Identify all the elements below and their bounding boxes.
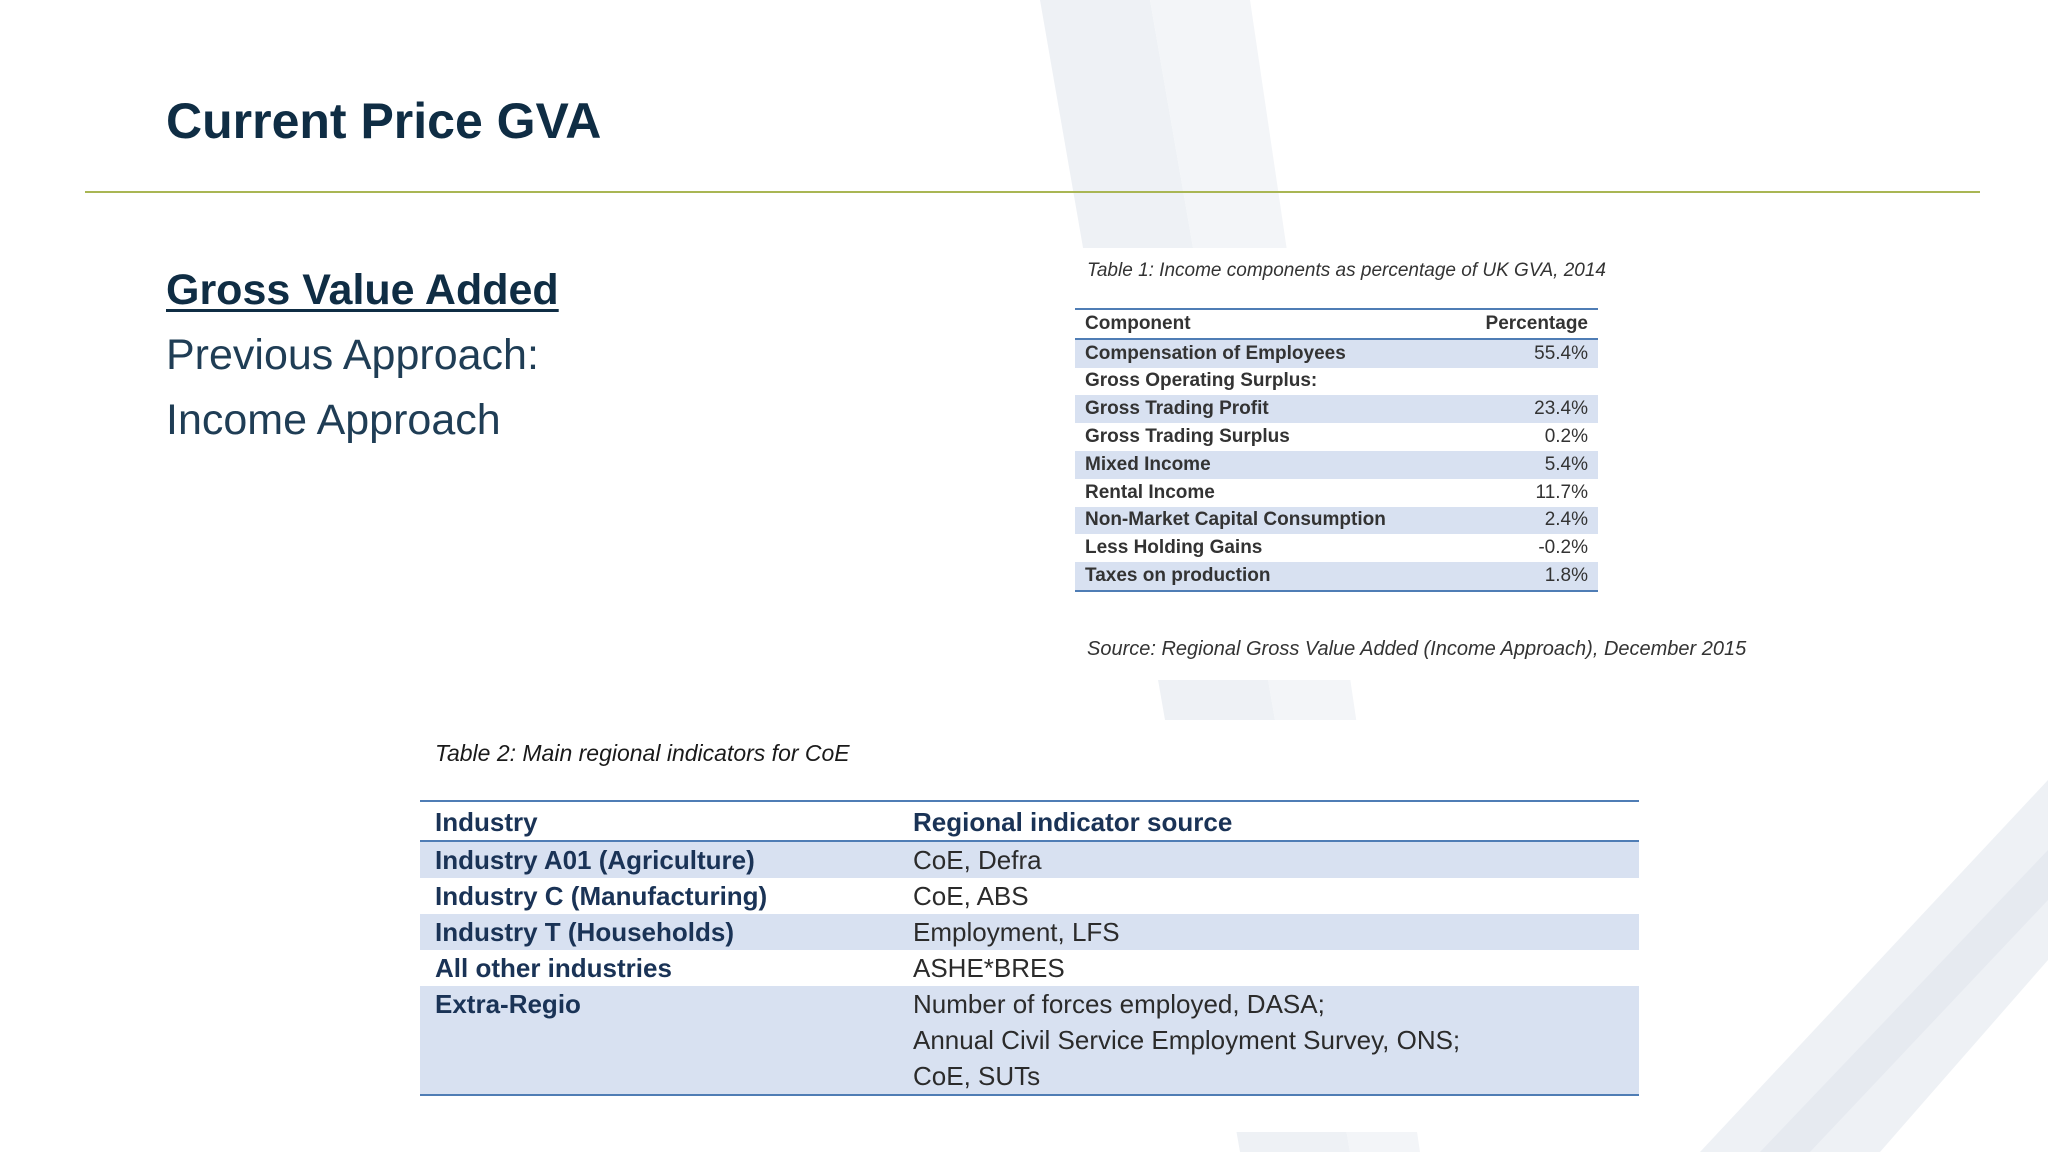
- table-row: [1075, 423, 1598, 451]
- table-row: [420, 914, 1639, 950]
- table2-header-row: [420, 801, 1639, 841]
- table2-cell-source: [898, 986, 1639, 1095]
- table1-cell-percentage: 11.7%: [1535, 481, 1588, 503]
- table1-cell-component: Gross Trading Surplus: [1085, 426, 1290, 448]
- table-row: [420, 986, 1639, 1095]
- source-line: CoE, Defra: [913, 845, 1042, 875]
- table1-cell-component: Non-Market Capital Consumption: [1075, 507, 1454, 535]
- table1-panel: [1060, 248, 1793, 680]
- table-row: [1075, 451, 1598, 479]
- table1-cell-component: Taxes on production: [1075, 562, 1454, 591]
- table1: [1075, 308, 1598, 592]
- table1-header-percentage: Percentage: [1454, 309, 1598, 339]
- table1-cell-percentage: 55.4%: [1454, 339, 1598, 368]
- table2-cell-industry: All other industries: [435, 953, 672, 983]
- table2-header-source: Regional indicator source: [898, 801, 1639, 841]
- table-row: [1075, 339, 1598, 368]
- table1-cell-percentage: 23.4%: [1454, 395, 1598, 423]
- table2-cell-source: [898, 914, 1639, 950]
- table2-cell-industry: Extra-Regio: [420, 986, 898, 1095]
- table2-panel: [410, 720, 1670, 1132]
- table2-cell-source: [898, 841, 1639, 878]
- source-line: ASHE*BRES: [913, 953, 1065, 983]
- table1-cell-component: Gross Operating Surplus:: [1085, 370, 1318, 392]
- body-line-previous-approach: Previous Approach:: [166, 331, 539, 379]
- table-row: [1075, 507, 1598, 535]
- table1-header-row: [1075, 309, 1598, 339]
- table2-cell-source: [898, 950, 1639, 986]
- table1-cell-component: Gross Trading Profit: [1075, 395, 1454, 423]
- table1-cell-percentage: 1.8%: [1454, 562, 1598, 591]
- table1-header-component: Component: [1075, 309, 1454, 339]
- source-line: Number of forces employed, DASA;: [913, 989, 1325, 1019]
- table2-cell-industry: Industry C (Manufacturing): [435, 881, 768, 911]
- table2: [420, 800, 1639, 1096]
- table-row: [1075, 368, 1598, 396]
- table2-cell-industry: Industry T (Households): [420, 914, 898, 950]
- table2-cell-source: [898, 878, 1639, 914]
- table1-cell-component: Less Holding Gains: [1085, 537, 1263, 559]
- table-row: [420, 878, 1639, 914]
- table1-cell-component: Compensation of Employees: [1075, 339, 1454, 368]
- table1-cell-percentage: -0.2%: [1538, 537, 1588, 559]
- table-row: [1075, 479, 1598, 507]
- table1-cell-percentage: 5.4%: [1454, 451, 1598, 479]
- source-line: Annual Civil Service Employment Survey, ONS;: [913, 1025, 1461, 1055]
- table1-caption: Table 1: Income components as percentage of UK GVA, 2014: [1087, 260, 1606, 281]
- table2-header-industry: Industry: [420, 801, 898, 841]
- source-line: Employment, LFS: [913, 917, 1120, 947]
- body-line-income-approach: Income Approach: [166, 396, 501, 444]
- table1-cell-component: Rental Income: [1085, 481, 1215, 503]
- body-text: [166, 258, 559, 453]
- table1-cell-percentage: 2.4%: [1454, 507, 1598, 535]
- source-line: CoE, SUTs: [913, 1061, 1041, 1091]
- table1-source-note: Source: Regional Gross Value Added (Income Approach), December 2015: [1087, 638, 1747, 660]
- table-row: [420, 841, 1639, 878]
- table-row: [1075, 395, 1598, 423]
- body-heading: Gross Value Added: [166, 266, 559, 314]
- table-row: [1075, 534, 1598, 562]
- table-row: [420, 950, 1639, 986]
- table2-cell-industry: Industry A01 (Agriculture): [420, 841, 898, 878]
- table1-cell-percentage: 0.2%: [1544, 426, 1588, 448]
- table1-cell-percentage: [1454, 368, 1598, 396]
- source-line: CoE, ABS: [913, 881, 1029, 911]
- table1-cell-component: Mixed Income: [1075, 451, 1454, 479]
- table-row: [1075, 562, 1598, 591]
- table2-caption: Table 2: Main regional indicators for CoE: [435, 740, 850, 766]
- title-divider: [85, 191, 1980, 193]
- page-title: Current Price GVA: [166, 93, 602, 149]
